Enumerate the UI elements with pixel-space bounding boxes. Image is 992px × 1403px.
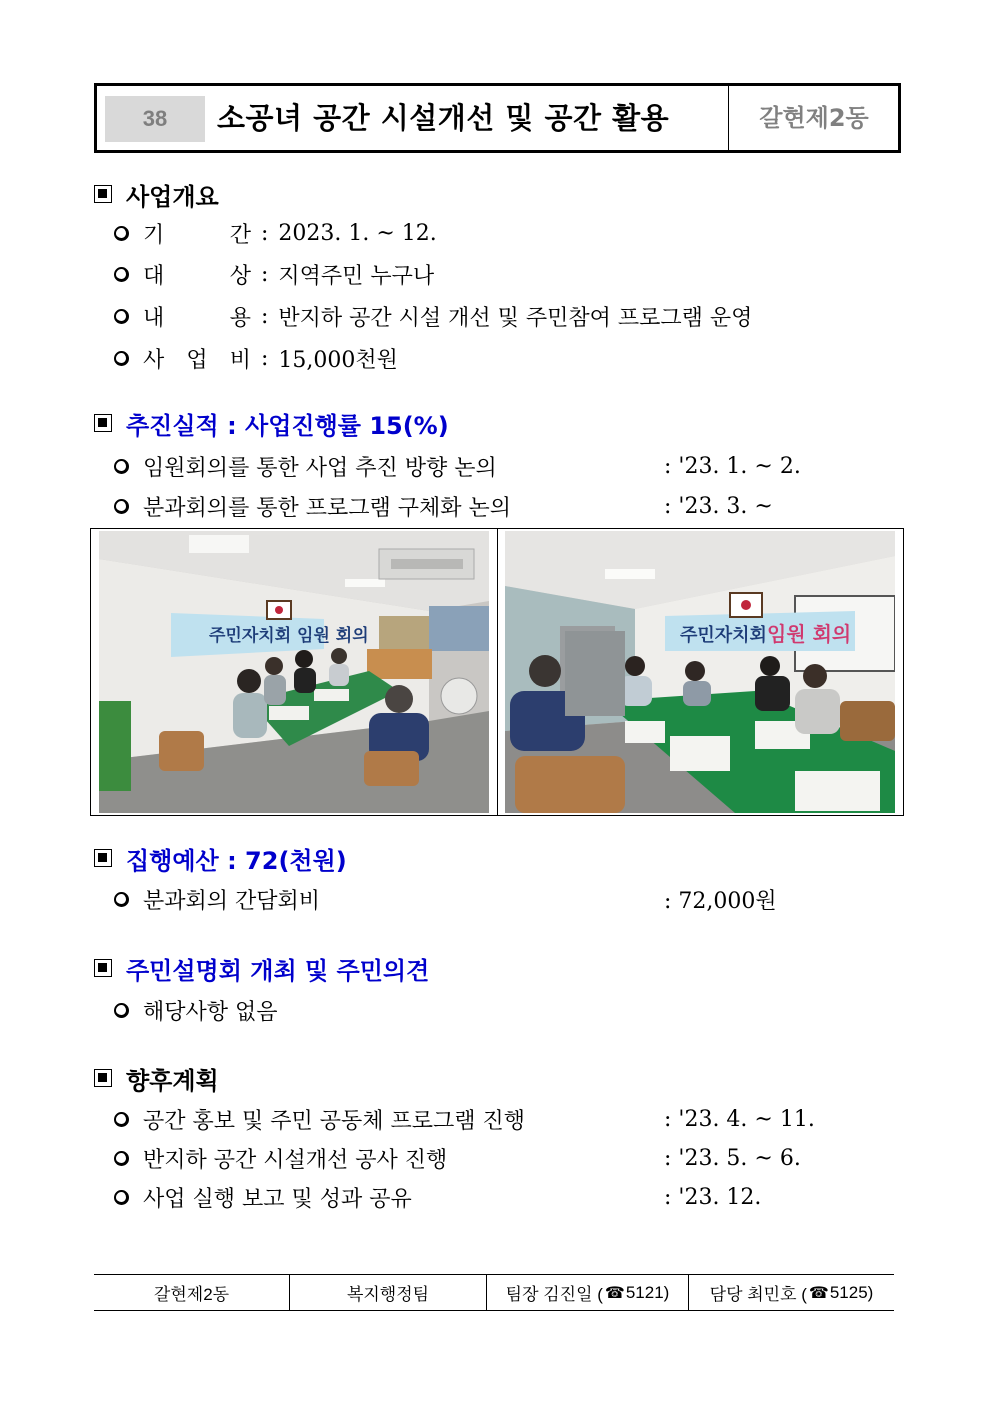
item-number: 38 <box>105 96 205 142</box>
label-target: 대 상 <box>143 263 251 289</box>
contact-table <box>94 1274 894 1311</box>
footer-manager: 담당 최민호 ( ☎ 5125) <box>688 1275 894 1310</box>
svg-text:임원 회의: 임원 회의 <box>767 622 852 646</box>
plan-date: : '23. 12. <box>664 1184 762 1210</box>
circle-bullet-icon <box>114 892 129 907</box>
filled-square-bullet-icon <box>94 414 112 432</box>
progress-date: : '23. 3. ~ <box>664 493 773 519</box>
overview-content: 내 용 : 반지하 공간 시설 개선 및 주민참여 프로그램 운영 <box>114 301 752 331</box>
meeting-photo-1 <box>99 531 489 813</box>
meeting-photo-2 <box>505 531 895 813</box>
plan-item: 반지하 공간 시설개선 공사 진행 <box>114 1143 447 1173</box>
section-briefing-heading: 주민설명회 개최 및 주민의견 <box>94 951 429 985</box>
label-budget: 사 업 비 <box>143 347 251 373</box>
filled-square-bullet-icon <box>94 1069 112 1087</box>
circle-bullet-icon <box>114 499 129 514</box>
plan-item: 공간 홍보 및 주민 공동체 프로그램 진행 <box>114 1104 525 1134</box>
svg-text:주민자치회 임원 회의: 주민자치회 임원 회의 <box>209 626 369 646</box>
svg-text:주민자치회: 주민자치회 <box>680 625 767 646</box>
plan-date: : '23. 5. ~ 6. <box>664 1145 801 1171</box>
section-overview-heading: 사업개요 <box>94 177 219 211</box>
circle-bullet-icon <box>114 226 129 241</box>
footer-team: 복지행정팀 <box>289 1275 486 1310</box>
circle-bullet-icon <box>114 1151 129 1166</box>
circle-bullet-icon <box>114 1003 129 1018</box>
progress-item: 임원회의를 통한 사업 추진 방향 논의 <box>114 451 497 481</box>
budget-item: 분과회의 간담회비 <box>114 884 320 914</box>
progress-item: 분과회의를 통한 프로그램 구체화 논의 <box>114 491 511 521</box>
circle-bullet-icon <box>114 1190 129 1205</box>
value-content: 반지하 공간 시설 개선 및 주민참여 프로그램 운영 <box>278 305 753 331</box>
value-target: 지역주민 누구나 <box>278 263 435 289</box>
plan-item: 사업 실행 보고 및 성과 공유 <box>114 1182 412 1212</box>
label-content: 내 용 <box>143 305 251 331</box>
label-period: 기 간 <box>143 222 251 248</box>
phone-icon: ☎ <box>604 1284 625 1302</box>
photo-grid <box>90 528 904 816</box>
overview-target: 대 상 : 지역주민 누구나 <box>114 259 434 289</box>
footer-dept: 갈현제2동 <box>153 1285 230 1304</box>
circle-bullet-icon <box>114 1112 129 1127</box>
section-plan-heading: 향후계획 <box>94 1061 219 1095</box>
circle-bullet-icon <box>114 267 129 282</box>
page-title: 소공녀 공간 시설개선 및 공간 활용 <box>217 101 670 135</box>
phone-icon: ☎ <box>808 1284 829 1302</box>
value-period: 2023. 1. ~ 12. <box>278 220 437 246</box>
filled-square-bullet-icon <box>94 849 112 867</box>
value-budget: 15,000천원 <box>278 347 398 373</box>
plan-date: : '23. 4. ~ 11. <box>664 1106 815 1132</box>
progress-date: : '23. 1. ~ 2. <box>664 453 801 479</box>
section-budget-heading: 집행예산 : 72(천원) <box>94 841 347 875</box>
circle-bullet-icon <box>114 309 129 324</box>
overview-period: 기 간 : 2023. 1. ~ 12. <box>114 218 437 248</box>
department-label: 갈현제2동 <box>759 104 869 132</box>
divider <box>497 529 498 815</box>
circle-bullet-icon <box>114 351 129 366</box>
briefing-item: 해당사항 없음 <box>114 995 278 1025</box>
filled-square-bullet-icon <box>94 185 112 203</box>
filled-square-bullet-icon <box>94 959 112 977</box>
title-box <box>94 83 901 153</box>
circle-bullet-icon <box>114 459 129 474</box>
budget-amount: : 72,000원 <box>664 888 777 914</box>
footer-leader: 팀장 김진일 ( ☎ 5121) <box>486 1275 688 1310</box>
section-progress-heading: 추진실적 : 사업진행률 15(%) <box>94 406 449 440</box>
overview-budget: 사 업 비 : 15,000천원 <box>114 343 398 373</box>
